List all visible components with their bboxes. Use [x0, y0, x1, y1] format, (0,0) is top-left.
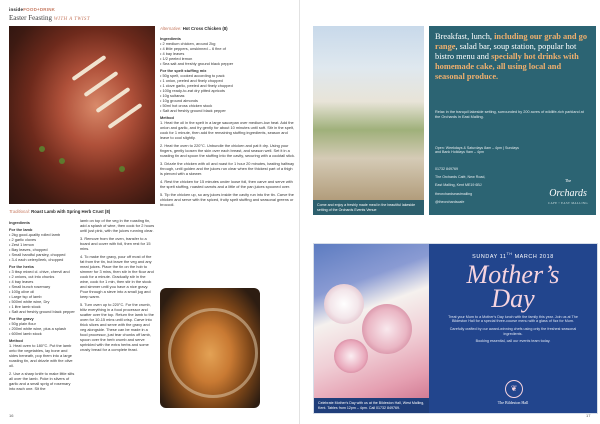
recipe2-step: 2. Heat the oven to 220°C. Unbundle the chicken and pat it dry. Using your fingers, gently loosen the skin over each breast, and season well. Set it in a roasting tin and spoon the stuffing into the cavity, securing with a cocktail stick. [160, 143, 296, 158]
ingredient-item: • 10g sultanas [160, 93, 185, 98]
recipe2-caption-label: Alternative: [160, 26, 182, 31]
orchards-headline-part: , salad bar, soup station, popular hot bistro menu and [435, 42, 577, 61]
rib-bone [83, 71, 118, 97]
ingredient-item: • 50g spelt, cooked according to pack [160, 73, 225, 78]
rib-bone [95, 87, 130, 113]
ingredient-item: • 500ml white wine, Dry [9, 299, 50, 304]
recipe2-ingredients-heading: Ingredients [160, 36, 181, 41]
recipe1-method-column [80, 218, 155, 355]
section-label-food: FOOD+DRINK [23, 7, 56, 12]
section-label-inside: inside [9, 7, 24, 12]
mothers-day-paragraph: Booking essential, call our events team today. [475, 339, 551, 344]
ingredient-item: • Sea salt and freshly ground black pepper [160, 61, 234, 66]
mothers-day-title-line2: Day [491, 283, 535, 313]
recipe1-ingredients-heading: Ingredients [9, 220, 30, 225]
recipe2-step: 1. Heat the oil in the spelt in a large saucepan over medium-low heat. Add the onion and garlic, and fry gently for about 10 minutes until soft. Stir in the spelt, cook for 1 minute, then add the remaining stuffing ingredients, season and leave to cool slightly. [160, 120, 295, 140]
mothers-day-title [429, 259, 597, 313]
ingredient-item: • 100g olive oil [9, 289, 35, 294]
flower-shape [362, 304, 412, 354]
mothers-day-brand: The Bildeston Hall [497, 400, 529, 405]
ingredient-item: • Small handful parsley, chopped [9, 252, 66, 257]
recipe1-ingredients-column [9, 218, 77, 394]
herb-garnish [59, 158, 65, 164]
orchards-logo-name: Orchards [549, 188, 587, 199]
left-page-number: 16 [9, 413, 14, 418]
ingredient-item: • Bay leaves, chopped [9, 247, 48, 252]
orchards-contact-line: East Malling, Kent ME19 6BJ [435, 183, 482, 188]
mothers-day-seal-icon: ❦ [505, 380, 523, 398]
feature-title [9, 14, 90, 22]
recipe2-caption-title: Hot Cross Chicken (8) [182, 26, 228, 31]
recipe1-caption-label: Traditional: [9, 209, 30, 214]
serving-plate [168, 308, 258, 398]
lamb-photo [9, 26, 155, 204]
ingredient-item: • 3 tbsp mixed cl. chive, chervil and [9, 269, 70, 274]
recipe1-step: 5. Turn oven up to 220°C. For the crumb, blitz everything in a food processor and scatter over the top. Return the lamb to the oven for 10-15 mins until crisp. Carve into thick slices and serve with the gravy and veg alongside. These can be made in a food processor, just tear chunks off lamb, spoon over the herb crumb and serve sprinkled with the extra herbs and some crusty bread for a complete feast. [80, 302, 154, 352]
mothers-day-advert[interactable] [313, 243, 598, 414]
date-suffix: TH [506, 252, 513, 256]
ingredient-item: • Zest 1 lemon [9, 242, 34, 247]
recipe2-text-column [160, 34, 296, 210]
recipe2-stuffing-list [160, 73, 296, 113]
ingredient-item: • 100g ready-to-eat dry pitted apricots [160, 88, 225, 93]
recipe1-caption-title: Roast Lamb with Spring Herb Crust (8) [31, 209, 111, 214]
ingredient-item: • 2 onions, cut into chunks [9, 274, 55, 279]
recipe1-step: 3. Remove from the oven, transfer to a board and cover with foil, then rest for 15 mins. [80, 236, 151, 251]
orchards-logo [548, 178, 588, 205]
orchards-logo-tagline: CAFE • EAST MALLING [548, 201, 588, 205]
ingredient-item: • 1 litre lamb stock [9, 304, 41, 309]
mothers-day-paragraph: Carefully crafted by our award-winning chefs using only the freshest seasonal ingredients. [449, 326, 577, 336]
ingredient-item: • 200ml white wine, plus a splash [9, 326, 67, 331]
mothers-day-title-line1: Mother’s [466, 259, 560, 289]
ingredient-item: • 1/2 peeled lemon [160, 56, 193, 61]
rib-bone [71, 55, 106, 81]
recipe1-herbs-heading: For the herbs [9, 264, 34, 269]
right-page-number: 17 [586, 413, 591, 418]
mothers-day-paragraph: Treat your Mum to a Mother's Day lunch with the family this year. Join us at The Bildeston Hall for a special three-course menu with a glass of fizz for Mum. [448, 314, 578, 324]
flower-shape [324, 284, 364, 324]
recipe1-caption [9, 209, 159, 214]
ingredient-item: • 4 little peppers, unskinned – 6 fine of [160, 46, 226, 51]
ingredient-item: • 2kg good-quality rolled lamb [9, 232, 61, 237]
mothers-day-body [443, 315, 583, 344]
orchards-photo-caption: Come and enjoy a freshly made meal in the beautiful lakeside setting of the Orchards Events Venue [313, 200, 424, 215]
ingredient-item: • 3-4 each celery/leek, chopped [9, 257, 64, 262]
mothers-day-date [429, 252, 597, 260]
section-header [9, 7, 55, 12]
orchards-contact-line: 01732 849769 [435, 166, 458, 171]
herb-garnish [119, 166, 125, 172]
recipe1-lamb-list [9, 232, 77, 262]
ingredient-item: • Small bunch rosemary [9, 284, 51, 289]
ingredient-item: • 50g plain flour [9, 321, 36, 326]
orchards-contact-line: The Orchards Café, New Road, [435, 174, 486, 179]
recipe1-step: 1. Heat oven to 180°C. Put the lamb onto the vegetables, lay bone and sides beneath, pop them into a large roasting tin, and drizzle with the olive oil. [9, 343, 73, 368]
date-rest: MARCH 2018 [512, 253, 554, 260]
recipe2-step: 5. Tip the chicken up, so any juices inside the cavity run into the tin. Carve the chicken and serve with the spiced, fruity spelt stuffing and seasonal greens or broccoli. [160, 192, 294, 207]
recipe1-lamb-heading: For the lamb [9, 227, 33, 232]
mothers-day-banner: Celebrate Mother's Day with us at the Bildeston Hall, West Malling, Kent. Tables from 12pm – 4pm. Call 01732 849769. [314, 398, 429, 413]
date-day: SUNDAY 11 [472, 253, 507, 260]
ingredient-item: • 600ml lamb stock [9, 331, 42, 336]
feature-subtitle: WITH A TWIST [53, 17, 91, 22]
orchards-text-panel [429, 26, 596, 215]
orchards-subtext: Relax in the tranquil lakeside setting, surrounded by 200 acres of wildlife-rich parkland at the Orchards in East Malling. [435, 110, 584, 119]
recipe2-stuffing-heading: For the spelt stuffing mix [160, 68, 207, 73]
ingredient-item: • Large tsp of lamb [9, 294, 42, 299]
page-fold [299, 0, 300, 424]
ingredient-item: • 1 onion, peeled and finely chopped [160, 78, 223, 83]
ingredient-item: • Salt and freshly ground black pepper [160, 108, 226, 113]
orchards-headline-part: Breakfast, lunch, [435, 32, 495, 41]
orchards-contact-line: @theorchardscafe [435, 200, 465, 205]
orchards-headline [435, 32, 590, 82]
ingredient-item: • 2 medium chicken, around 2kg [160, 41, 216, 46]
ingredient-item: • 2 garlic cloves [9, 237, 37, 242]
recipe1-step: lamb on top of the veg in the roasting tin, add a splash of wine, then cook for 2 hours until just pink, with the juices running clear. [80, 218, 155, 233]
ingredient-item: • 1 clove garlic, peeled and finely chopped [160, 83, 233, 88]
orchards-venue-photo [313, 26, 424, 215]
feature-title-text: Easter Feasting [9, 14, 52, 22]
rib-bone [107, 103, 142, 129]
orchards-logo-the: The [564, 178, 572, 183]
recipe1-gravy-list [9, 321, 77, 336]
orchards-contact-block [435, 163, 525, 209]
recipe1-herbs-list [9, 269, 77, 314]
orchards-advert[interactable] [313, 26, 596, 215]
flower-shape [334, 339, 368, 373]
ingredient-item: • 50ml hot cross chicken stock [160, 103, 213, 108]
mothers-day-text-panel [429, 244, 597, 413]
recipe2-step: 3. Drizzle the chicken with oil and roast for 1 hour 20 minutes, basting halfway through, until golden and the juices run clear when the thickest part of a thigh is pierced with a skewer. [160, 161, 295, 176]
recipe1-method-heading: Method [9, 338, 23, 343]
ingredient-item: • 10g ground almonds [160, 98, 198, 103]
orchards-contact-line: theorchardseastmalling [435, 191, 473, 196]
orchards-opening-hours: Open: Weekdays & Saturdays 8am – 4pm | Sundays and Bank Holidays 9am – 4pm [435, 146, 519, 155]
ingredient-item: • Salt and freshly ground black pepper [9, 309, 75, 314]
recipe2-step: 4. Rest the chicken for 15 minutes under loose foil, then carve and serve with the spelt stuffing, roasted carrots and a little of the pan juices spooned over. [160, 179, 293, 189]
orchards-headline-highlight: specially hot drinks with homemade cake, all using local and seasonal produce. [435, 52, 579, 81]
mothers-day-flower-photo [314, 244, 429, 413]
ingredient-item: • 4 bay leaves [160, 51, 185, 56]
recipe2-method-heading: Method [160, 115, 174, 120]
herb-garnish [39, 146, 45, 152]
recipe2-caption [160, 26, 296, 31]
ingredient-item: • 4 bay leaves [9, 279, 34, 284]
recipe1-gravy-heading: For the gravy [9, 316, 34, 321]
orchards-headline-highlight: including our grab and go range [435, 32, 588, 51]
recipe2-main-list [160, 41, 296, 66]
recipe1-step: 2. Use a sharp knife to make little slits all over the lamb. Poke in slivers of garlic and a small sprig of rosemary into each one. Sit the [9, 371, 75, 391]
chicken-photo [160, 288, 260, 408]
recipe1-step: 4. To make the gravy, pour off most of the fat from the tin, but leave the veg and any meat juices. Place the tin on the hob to simmer for 3 mins, then stir in the flour and cook for a minute. Gradually stir in the wine, cook for 1 min, then stir in the stock and simmer until you have a nice gravy. Pour through a sieve into a small jug and keep warm. [80, 254, 154, 299]
